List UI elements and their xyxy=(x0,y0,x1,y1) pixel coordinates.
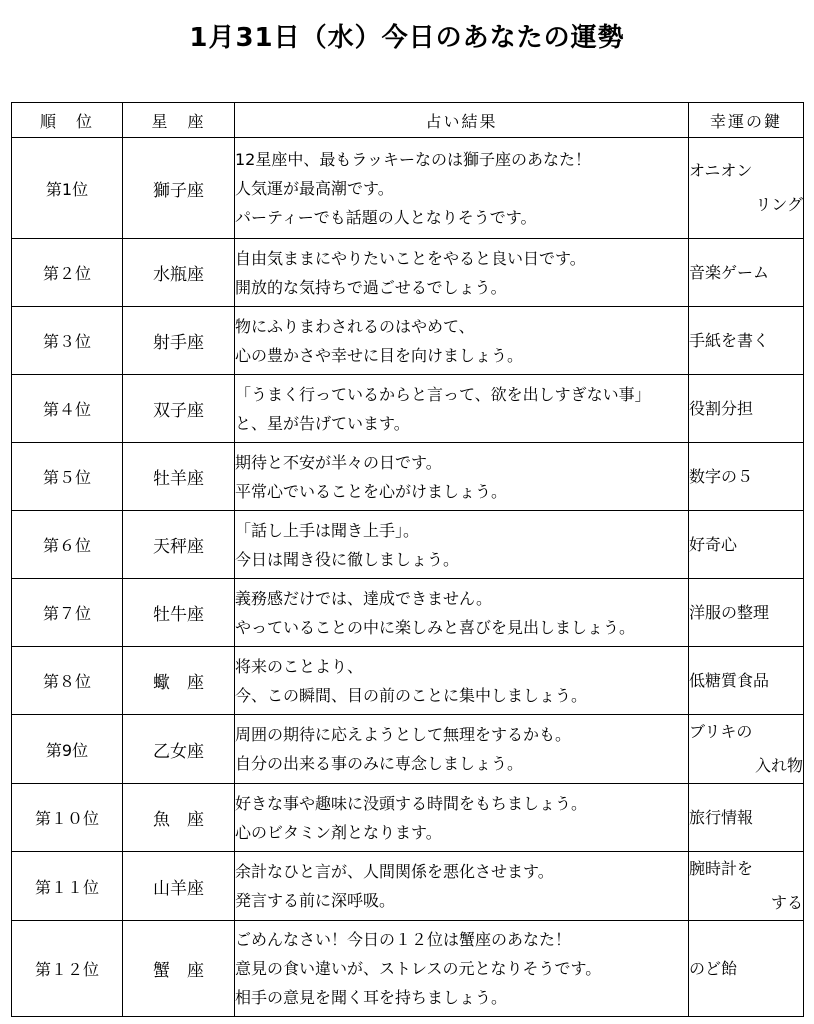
lucky-key-cell xyxy=(689,647,804,715)
result-line: 「うまく行っているからと言って、欲を出しすぎない事」 xyxy=(235,384,651,404)
result-cell xyxy=(235,239,689,307)
result-cell xyxy=(235,443,689,511)
table-row xyxy=(12,511,804,579)
lucky-key-cell xyxy=(689,307,804,375)
result-line: ごめんなさい！今日の１２位は蟹座のあなた！ xyxy=(235,930,572,949)
result-line: 自由気ままにやりたいことをやると良い日です。 xyxy=(235,248,586,268)
result-cell xyxy=(235,784,689,852)
result-line: 開放的な気持ちで過ごせるでしょう。 xyxy=(235,277,507,297)
rank-cell: 第１２位 xyxy=(12,921,123,1017)
lucky-key-text: リング xyxy=(755,195,803,214)
lucky-key-text: 腕時計を xyxy=(689,859,754,878)
result-line: 今、この瞬間、目の前のことに集中しましょう。 xyxy=(235,685,588,705)
rank-cell: 第１１位 xyxy=(12,852,123,921)
lucky-key-cell xyxy=(689,784,804,852)
result-line: 平常心でいることを心がけましょう。 xyxy=(235,481,508,501)
result-line: 周囲の期待に応えようとして無理をするかも。 xyxy=(235,725,572,744)
lucky-key-text: 役割分担 xyxy=(689,398,754,418)
result-cell xyxy=(235,579,689,647)
table-row xyxy=(12,138,804,239)
rank-cell: 第9位 xyxy=(12,715,123,784)
rank-cell: 第５位 xyxy=(12,443,123,511)
table-row xyxy=(12,443,804,511)
sign-cell: 水瓶座 xyxy=(123,239,235,307)
header-result: 占い結果 xyxy=(235,103,689,138)
rank-cell: 第７位 xyxy=(12,579,123,647)
sign-cell: 乙女座 xyxy=(123,715,235,784)
lucky-key-text: する xyxy=(770,893,803,912)
result-line: 今日は聞き役に徹しましょう。 xyxy=(235,549,460,569)
result-line: 自分の出来る事のみに専念しましょう。 xyxy=(235,754,524,773)
lucky-key-cell xyxy=(689,239,804,307)
lucky-key-text: オニオン xyxy=(689,161,753,180)
table-row xyxy=(12,921,804,1017)
table-row xyxy=(12,375,804,443)
lucky-key-cell xyxy=(689,138,804,239)
rank-cell: 第８位 xyxy=(12,647,123,715)
rank-cell: 第６位 xyxy=(12,511,123,579)
result-cell xyxy=(235,138,689,239)
result-line: 相手の意見を聞く耳を持ちましょう。 xyxy=(235,988,508,1007)
rank-cell: 第３位 xyxy=(12,307,123,375)
result-line: 物にふりまわされるのはやめて、 xyxy=(235,316,475,336)
sign-cell: 天秤座 xyxy=(123,511,235,579)
sign-cell: 蟹 座 xyxy=(123,921,235,1017)
lucky-key-text: ブリキの xyxy=(689,722,753,741)
table-row xyxy=(12,647,804,715)
lucky-key-text: 入れ物 xyxy=(754,756,803,775)
result-line: 「話し上手は聞き上手」。 xyxy=(235,520,420,540)
result-line: 義務感だけでは、達成できません。 xyxy=(235,588,492,608)
lucky-key-text: 音楽ゲーム xyxy=(689,262,770,282)
sign-cell: 牡牛座 xyxy=(123,579,235,647)
lucky-key-text: 低糖質食品 xyxy=(689,670,770,690)
fortune-table xyxy=(11,102,804,1017)
rank-cell: 第１０位 xyxy=(12,784,123,852)
result-cell xyxy=(235,307,689,375)
table-row xyxy=(12,784,804,852)
table-row xyxy=(12,307,804,375)
lucky-key-cell xyxy=(689,579,804,647)
result-cell xyxy=(235,715,689,784)
result-line: 心の豊かさや幸せに目を向けましょう。 xyxy=(235,345,524,365)
result-line: やっていることの中に楽しみと喜びを見出しましょう。 xyxy=(235,617,636,637)
result-cell xyxy=(235,921,689,1017)
result-line: と、星が告げています。 xyxy=(235,413,410,433)
lucky-key-text: のど飴 xyxy=(689,958,738,978)
rank-cell: 第４位 xyxy=(12,375,123,443)
table-row xyxy=(12,579,804,647)
result-cell xyxy=(235,852,689,921)
result-line: 12星座中、最もラッキーなのは獅子座のあなた！ xyxy=(235,149,592,169)
sign-cell: 山羊座 xyxy=(123,852,235,921)
sign-cell: 獅子座 xyxy=(123,138,235,239)
table-row xyxy=(12,852,804,921)
lucky-key-text: 手紙を書く xyxy=(689,330,770,350)
lucky-key-cell xyxy=(689,375,804,443)
table-row xyxy=(12,239,804,307)
result-line: 発言する前に深呼吸。 xyxy=(235,891,396,910)
result-cell xyxy=(235,647,689,715)
sign-cell: 牡羊座 xyxy=(123,443,235,511)
header-key: 幸運の鍵 xyxy=(689,103,804,138)
result-line: 人気運が最高潮です。 xyxy=(235,178,394,198)
header-rank: 順 位 xyxy=(12,103,123,138)
lucky-key-cell xyxy=(689,921,804,1017)
result-line: 将来のことより、 xyxy=(235,656,364,676)
sign-cell: 射手座 xyxy=(123,307,235,375)
lucky-key-text: 旅行情報 xyxy=(689,807,754,827)
page-title: 1月31日（水）今日のあなたの運勢 xyxy=(189,23,625,53)
result-line: 余計なひと言が、人間関係を悪化させます。 xyxy=(235,862,554,881)
lucky-key-text: 好奇心 xyxy=(689,534,738,554)
lucky-key-text: 洋服の整理 xyxy=(689,602,770,622)
result-line: 好きな事や趣味に没頭する時間をもちましょう。 xyxy=(235,793,588,813)
result-line: 心のビタミン剤となります。 xyxy=(235,822,442,842)
header-row xyxy=(12,103,804,138)
table-row xyxy=(12,715,804,784)
rank-cell: 第1位 xyxy=(12,138,123,239)
result-cell xyxy=(235,375,689,443)
lucky-key-text: 数字の５ xyxy=(689,466,754,486)
rank-cell: 第２位 xyxy=(12,239,123,307)
sign-cell: 魚 座 xyxy=(123,784,235,852)
lucky-key-cell xyxy=(689,852,804,921)
sign-cell: 双子座 xyxy=(123,375,235,443)
lucky-key-cell xyxy=(689,715,804,784)
result-cell xyxy=(235,511,689,579)
sign-cell: 蠍 座 xyxy=(123,647,235,715)
result-line: パーティーでも話題の人となりそうです。 xyxy=(235,207,537,227)
result-line: 意見の食い違いが、ストレスの元となりそうです。 xyxy=(235,959,602,978)
lucky-key-cell xyxy=(689,511,804,579)
header-sign: 星 座 xyxy=(123,103,235,138)
lucky-key-cell xyxy=(689,443,804,511)
result-line: 期待と不安が半々の日です。 xyxy=(235,452,442,472)
